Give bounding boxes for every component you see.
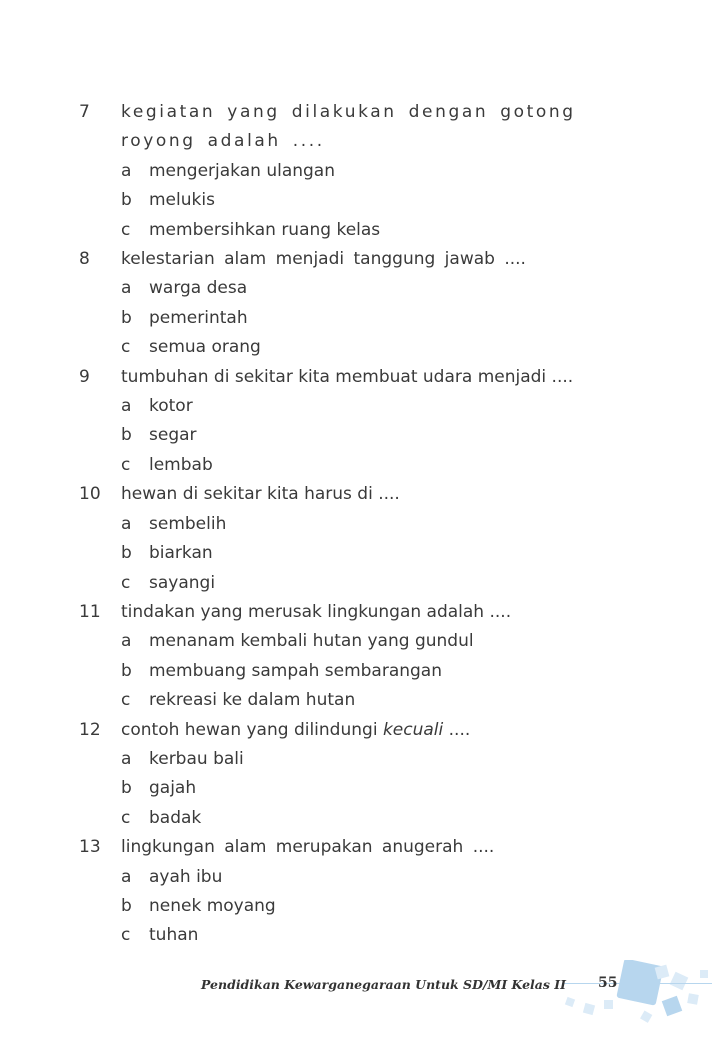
option-c xyxy=(79,333,639,362)
option-letter: b xyxy=(121,895,132,916)
option-letter: c xyxy=(121,219,131,240)
option-text: tuhan xyxy=(149,925,199,946)
question-text xyxy=(121,716,639,745)
option-letter: a xyxy=(121,513,132,534)
option-text: badak xyxy=(149,807,202,828)
option-letter: c xyxy=(121,690,131,711)
question-text-italic: kecuali xyxy=(382,719,444,740)
option-letter: a xyxy=(121,396,132,417)
option-letter: c xyxy=(121,807,131,828)
option-text: sayangi xyxy=(149,572,216,593)
option-text: pemerintah xyxy=(149,307,248,328)
option-text: semua orang xyxy=(149,337,261,358)
option-c xyxy=(79,921,639,950)
option-text: sembelih xyxy=(149,513,227,534)
option-a xyxy=(79,627,639,656)
option-text: membuang sampah sembarangan xyxy=(149,660,443,681)
option-text: warga desa xyxy=(149,278,248,299)
question-number: 12 xyxy=(79,719,101,740)
option-letter: b xyxy=(121,778,132,799)
page-footer xyxy=(0,960,728,1030)
question-number: 10 xyxy=(79,484,101,505)
question-text-before: contoh hewan yang dilindungi xyxy=(121,719,383,740)
option-letter: a xyxy=(121,748,132,769)
option-text: membersihkan ruang kelas xyxy=(149,219,381,240)
option-letter: c xyxy=(121,454,131,475)
question-12 xyxy=(79,716,639,834)
option-text: gajah xyxy=(149,778,197,799)
option-letter: c xyxy=(121,572,131,593)
option-letter: b xyxy=(121,543,132,564)
question-text: tindakan yang merusak lingkungan adalah .... xyxy=(121,601,512,622)
option-text: mengerjakan ulangan xyxy=(149,160,335,181)
decorative-squares-icon xyxy=(560,960,728,1030)
option-c xyxy=(79,451,639,480)
question-text: kegiatan yang dilakukan dengan gotong royong adalah .... xyxy=(121,102,576,152)
option-text: rekreasi ke dalam hutan xyxy=(149,690,356,711)
option-b xyxy=(79,421,639,450)
option-b xyxy=(79,186,639,215)
option-letter: a xyxy=(121,278,132,299)
option-text: segar xyxy=(149,425,197,446)
question-text: lingkungan alam merupakan anugerah .... xyxy=(121,837,495,858)
question-10 xyxy=(79,480,639,598)
question-list xyxy=(79,98,639,951)
question-9 xyxy=(79,363,639,481)
option-a xyxy=(79,745,639,774)
option-b xyxy=(79,892,639,921)
option-letter: b xyxy=(121,660,132,681)
book-title: Pendidikan Kewarganegaraan Untuk SD/MI Kelas II xyxy=(200,977,566,992)
question-13 xyxy=(79,833,639,951)
question-text: tumbuhan di sekitar kita membuat udara menjadi .... xyxy=(121,366,574,387)
option-a xyxy=(79,863,639,892)
option-text: kerbau bali xyxy=(149,748,244,769)
option-b xyxy=(79,774,639,803)
question-text: hewan di sekitar kita harus di .... xyxy=(121,484,400,505)
question-number: 7 xyxy=(79,102,90,122)
option-c xyxy=(79,569,639,598)
option-b xyxy=(79,539,639,568)
option-text: biarkan xyxy=(149,543,213,564)
option-a xyxy=(79,392,639,421)
option-letter: c xyxy=(121,925,131,946)
option-a xyxy=(79,274,639,303)
option-text: lembab xyxy=(149,454,213,475)
option-letter: b xyxy=(121,190,132,211)
question-number: 8 xyxy=(79,249,90,270)
option-c xyxy=(79,216,639,245)
option-text: kotor xyxy=(149,396,193,417)
question-8 xyxy=(79,245,639,363)
option-b xyxy=(79,657,639,686)
option-letter: a xyxy=(121,631,132,652)
question-11 xyxy=(79,598,639,716)
option-a xyxy=(79,510,639,539)
option-c xyxy=(79,686,639,715)
option-letter: b xyxy=(121,425,132,446)
question-7 xyxy=(79,98,639,245)
option-letter: c xyxy=(121,337,131,358)
option-text: nenek moyang xyxy=(149,895,276,916)
option-text: ayah ibu xyxy=(149,866,223,887)
option-text: menanam kembali hutan yang gundul xyxy=(149,631,474,652)
question-number: 9 xyxy=(79,366,90,387)
page-number: 55 xyxy=(598,975,618,991)
question-number: 13 xyxy=(79,837,101,858)
question-text: kelestarian alam menjadi tanggung jawab .... xyxy=(121,249,526,270)
question-text-after: .... xyxy=(443,719,471,740)
option-a xyxy=(79,157,639,186)
option-c xyxy=(79,804,639,833)
option-letter: a xyxy=(121,160,132,181)
question-number: 11 xyxy=(79,601,101,622)
option-letter: a xyxy=(121,866,132,887)
option-b xyxy=(79,304,639,333)
option-text: melukis xyxy=(149,190,215,211)
option-letter: b xyxy=(121,307,132,328)
